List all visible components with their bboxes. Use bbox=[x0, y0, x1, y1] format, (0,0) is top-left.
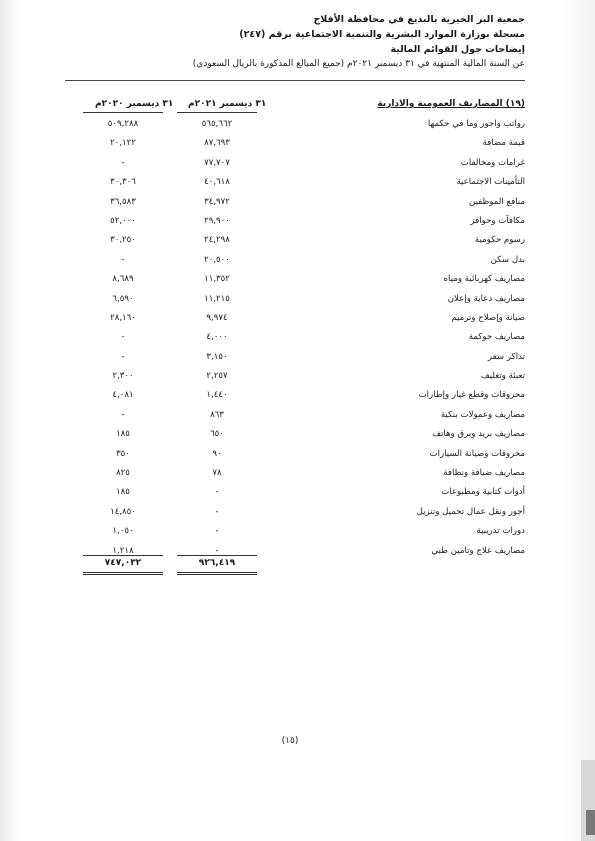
table-row bbox=[0, 350, 595, 369]
row-label: مصاريف بريد وبرق وهاتف bbox=[432, 429, 525, 440]
row-label: مصاريف دعاية وإعلان bbox=[447, 293, 525, 304]
row-label: مصاريف علاج وتامين طبي bbox=[431, 545, 525, 556]
row-value-2021: ٩,٩٧٤ bbox=[206, 312, 228, 323]
row-value-2021: ٢٠,٥٠٠ bbox=[204, 254, 230, 265]
table-row bbox=[0, 427, 595, 446]
row-value-2020: ٢,٣٠٠ bbox=[112, 371, 134, 382]
row-value-2020: ١,٠٥٠ bbox=[112, 526, 134, 537]
row-value-2021: ٩٠ bbox=[212, 448, 222, 459]
table-row bbox=[0, 175, 595, 194]
row-value-2021: ٤,٠٠٠ bbox=[206, 332, 228, 343]
table-row bbox=[0, 233, 595, 252]
row-value-2020: - bbox=[121, 351, 125, 362]
table-row bbox=[0, 117, 595, 136]
total-2021: ٩٢٦,٤١٩ bbox=[198, 558, 236, 568]
row-value-2020: ٤,٠٨١ bbox=[112, 390, 134, 401]
row-value-2020: ٦,٥٩٠ bbox=[112, 293, 134, 304]
row-value-2020: ٣٥٠ bbox=[116, 448, 130, 459]
row-label: تذاكر سفر bbox=[487, 351, 525, 362]
row-label: مصاريف وعمولات بنكية bbox=[440, 409, 525, 420]
row-label: منافع الموظفين bbox=[469, 196, 525, 207]
row-value-2020: - bbox=[121, 254, 125, 265]
table-row bbox=[0, 311, 595, 330]
row-value-2020: ٨,٦٨٩ bbox=[112, 274, 134, 285]
total-rule-bottom-2021 bbox=[177, 572, 257, 575]
row-value-2021: ٢٤,٢٩٨ bbox=[204, 235, 230, 246]
column-header-2020: ٣١ ديسمبر ٢٠٢٠م bbox=[95, 99, 174, 109]
row-value-2021: ٥٦٥,٦٦٢ bbox=[201, 119, 233, 129]
row-value-2020: ١٤,٨٥٠ bbox=[110, 506, 136, 517]
row-value-2021: ٣٤,٩٧٢ bbox=[204, 196, 230, 207]
row-value-2020: - bbox=[121, 332, 125, 343]
row-label: تعبئة وتغليف bbox=[480, 371, 525, 382]
table-row bbox=[0, 369, 595, 388]
row-value-2020: ١٨٥ bbox=[116, 487, 130, 498]
row-value-2021: ٨٦٣ bbox=[210, 409, 224, 420]
table-row bbox=[0, 214, 595, 233]
table-row bbox=[0, 485, 595, 504]
table-row bbox=[0, 408, 595, 427]
row-value-2021: ١١,٢١٥ bbox=[204, 293, 230, 304]
registration-line: مسجلة بوزارة الموارد البشرية والتنمية الاجتماعية برقم (٢٤٧) bbox=[239, 29, 525, 40]
table-row bbox=[0, 136, 595, 155]
row-value-2020: ٢٨,١٦٠ bbox=[110, 312, 136, 323]
binder-clip bbox=[586, 810, 595, 835]
row-label: التأمينات الاجتماعية bbox=[456, 177, 525, 188]
row-value-2020: ١٨٥ bbox=[116, 429, 130, 440]
row-value-2020: ٢٠,١٢٢ bbox=[110, 138, 136, 149]
row-value-2021: ٢,٢٥٧ bbox=[206, 371, 228, 382]
row-label: أجور ونقل عمال تحميل وتنزيل bbox=[416, 506, 525, 517]
row-label: بدل سكن bbox=[490, 254, 525, 265]
table-row bbox=[0, 292, 595, 311]
row-value-2020: ٣٠,٣٠٦ bbox=[110, 177, 136, 188]
notes-title: إيضاحات حول القوائم المالية bbox=[390, 44, 525, 55]
header-divider bbox=[65, 80, 525, 81]
row-value-2020: ٥٠٩,٢٨٨ bbox=[107, 119, 139, 129]
row-value-2020: ٥٢,٠٠٠ bbox=[110, 215, 136, 226]
row-value-2021: ٤٠,٦١٨ bbox=[204, 177, 230, 188]
table-row bbox=[0, 253, 595, 272]
table-row bbox=[0, 524, 595, 543]
table-row bbox=[0, 195, 595, 214]
table-row bbox=[0, 156, 595, 175]
row-label: صيانة وإصلاح وترميم bbox=[451, 312, 525, 323]
total-rule-top-2020 bbox=[83, 555, 163, 556]
row-value-2020: ١,٢١٨ bbox=[112, 545, 134, 556]
row-value-2021: ٨٧,٦٩٣ bbox=[204, 138, 230, 149]
row-value-2020: ٣٠,٢٥٠ bbox=[110, 235, 136, 246]
column-header-rule-2020 bbox=[83, 112, 163, 113]
row-value-2020: - bbox=[121, 157, 125, 168]
row-value-2021: ٦٥٠ bbox=[210, 429, 224, 440]
total-rule-bottom-2020 bbox=[83, 572, 163, 575]
row-value-2021: - bbox=[215, 545, 219, 556]
row-value-2021: ٧٨ bbox=[212, 468, 222, 479]
row-value-2021: ٣,١٥٠ bbox=[206, 351, 228, 362]
row-value-2021: - bbox=[215, 487, 219, 498]
row-label: محروقات وصيانة السيارات bbox=[429, 448, 525, 459]
table-row bbox=[0, 330, 595, 349]
row-label: مصاريف حوكمة bbox=[468, 332, 525, 343]
section-title: (١٩) المصاريف العمومية والادارية bbox=[377, 99, 525, 109]
row-label: أدوات كتابية ومطبوعات bbox=[441, 487, 525, 498]
row-label: دورات تدريبية bbox=[476, 526, 525, 537]
row-value-2021: ٧٧,٧٠٧ bbox=[204, 157, 230, 168]
row-label: رواتب واجور وما في حكمها bbox=[427, 119, 525, 129]
table-row bbox=[0, 388, 595, 407]
row-label: رسوم حكومية bbox=[474, 235, 525, 246]
row-label: قيمة مضافة bbox=[482, 138, 525, 149]
table-row bbox=[0, 447, 595, 466]
expense-table bbox=[0, 117, 595, 563]
table-row bbox=[0, 466, 595, 485]
row-value-2021: ١١,٣٥٢ bbox=[204, 274, 230, 285]
page-number: (١٥) bbox=[281, 736, 299, 746]
row-label: مصاريف كهربائية ومياه bbox=[443, 274, 525, 285]
row-label: محروقات وقطع غيار وإطارات bbox=[418, 390, 525, 401]
row-value-2020: ٣٦,٥٨٣ bbox=[110, 196, 136, 207]
row-value-2021: ٢٩,٩٠٠ bbox=[204, 215, 230, 226]
total-2020: ٧٤٧,٠٣٢ bbox=[104, 558, 142, 568]
row-label: مصاريف ضيافة ونظافة bbox=[443, 468, 525, 479]
document-header bbox=[65, 12, 525, 72]
row-value-2020: - bbox=[121, 409, 125, 420]
binder-edge bbox=[581, 760, 595, 841]
row-value-2021: - bbox=[215, 526, 219, 537]
period-line: عن السنة المالية المنتهية في ٣١ ديسمبر ٢٠٢١م (جميع المبالغ المذكورة بالريال السعودي) bbox=[192, 59, 525, 69]
row-value-2021: - bbox=[215, 506, 219, 517]
table-row bbox=[0, 505, 595, 524]
column-header-2021: ٣١ ديسمبر ٢٠٢١م bbox=[188, 99, 267, 109]
total-rule-top-2021 bbox=[177, 555, 257, 556]
column-header-rule-2021 bbox=[177, 112, 257, 113]
row-value-2020: ٨٢٥ bbox=[116, 468, 130, 479]
row-label: غرامات ومخالفات bbox=[460, 157, 525, 168]
row-label: مكافآت وحوافز bbox=[470, 215, 525, 226]
row-value-2021: ١,٤٤٠ bbox=[206, 390, 228, 401]
table-row bbox=[0, 272, 595, 291]
organization-name: جمعية البر الخيرية بالبديع في محافظة الأفلاج bbox=[313, 14, 525, 25]
